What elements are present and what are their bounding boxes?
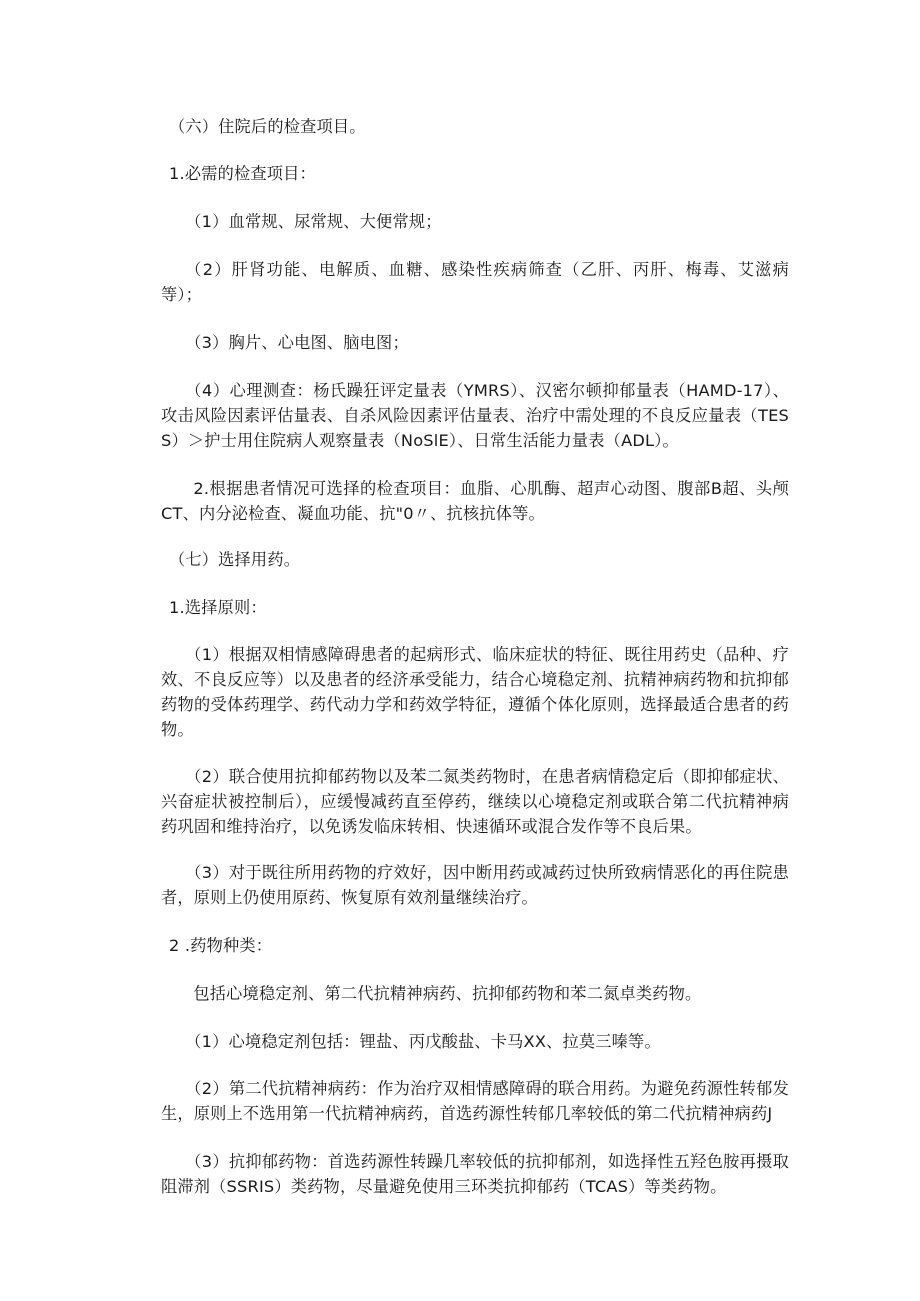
- paragraph-drug-type-3: （3）抗抑郁药物：首选药源性转躁几率较低的抗抑郁剂，如选择性五羟色胺再摄取阻滞剂（SSRIS）类药物，尽量避免使用三环类抗抑郁药（TCAS）等类药物。: [161, 1152, 789, 1196]
- paragraph-principle-3: （3）对于既往所用药物的疗效好，因中断用药或减药过快所致病情恶化的再住院患者，原则上仍使用原药、恢复原有效剂量继续治疗。: [161, 863, 789, 907]
- subheading-required-exams: 1.必需的检查项目：: [169, 164, 316, 183]
- section-heading-6: （六）住院后的检查项目。: [169, 117, 366, 136]
- paragraph-drug-type-1: （1）心境稳定剂包括：锂盐、丙戊酸盐、卡马XX、拉莫三嗪等。: [185, 1032, 661, 1051]
- paragraph-exam-4: （4）心理测查：杨氏躁狂评定量表（YMRS）、汉密尔顿抑郁量表（HAMD-17）、攻击风险因素评估量表、自杀风险因素评估量表、治疗中需处理的不良反应量表（TESS）＞护士用住院病人观察量表（NoSlE）、日常生活能力量表（ADL）。: [161, 381, 789, 450]
- paragraph-exam-3: （3）胸片、心电图、脑电图；: [185, 333, 409, 352]
- paragraph-principle-2: （2）联合使用抗抑郁药物以及苯二氮类药物时，在患者病情稳定后（即抑郁症状、兴奋症状被控制后），应缓慢减药直至停药，继续以心境稳定剂或联合第二代抗精神病药巩固和维持治疗，以免诱发临床转相、快速循环或混合发作等不良后果。: [161, 767, 789, 836]
- paragraph-exam-1: （1）血常规、尿常规、大便常规；: [185, 212, 442, 231]
- subheading-drug-types: 2 .药物种类：: [169, 936, 273, 955]
- paragraph-drug-type-2: （2）第二代抗精神病药：作为治疗双相情感障碍的联合用药。为避免药源性转郁发生，原则上不选用第一代抗精神病药，首选药源性转郁几率较低的第二代抗精神病药J: [161, 1079, 789, 1123]
- paragraph-principle-1: （1）根据双相情感障碍患者的起病形式、临床症状的特征、既往用药史（品种、疗效、不良反应等）以及患者的经济承受能力，结合心境稳定剂、抗精神病药物和抗抑郁药物的受体药理学、药代动力学和药效学特征，遵循个体化原则，选择最适合患者的药物。: [161, 645, 789, 739]
- paragraph-drug-types-summary: 包括心境稳定剂、第二代抗精神病药、抗抑郁药物和苯二氮卓类药物。: [193, 984, 702, 1003]
- paragraph-optional-exams: 2.根据患者情况可选择的检查项目：血脂、心肌酶、超声心动图、腹部B超、头颅CT、内分泌检查、凝血功能、抗"0〃、抗核抗体等。: [161, 479, 789, 523]
- section-heading-7: （七）选择用药。: [169, 550, 301, 569]
- paragraph-exam-2: （2）肝肾功能、电解质、血糖、感染性疾病筛查（乙肝、丙肝、梅毒、艾滋病等）；: [161, 260, 789, 304]
- subheading-selection-principles: 1.选择原则：: [169, 598, 267, 617]
